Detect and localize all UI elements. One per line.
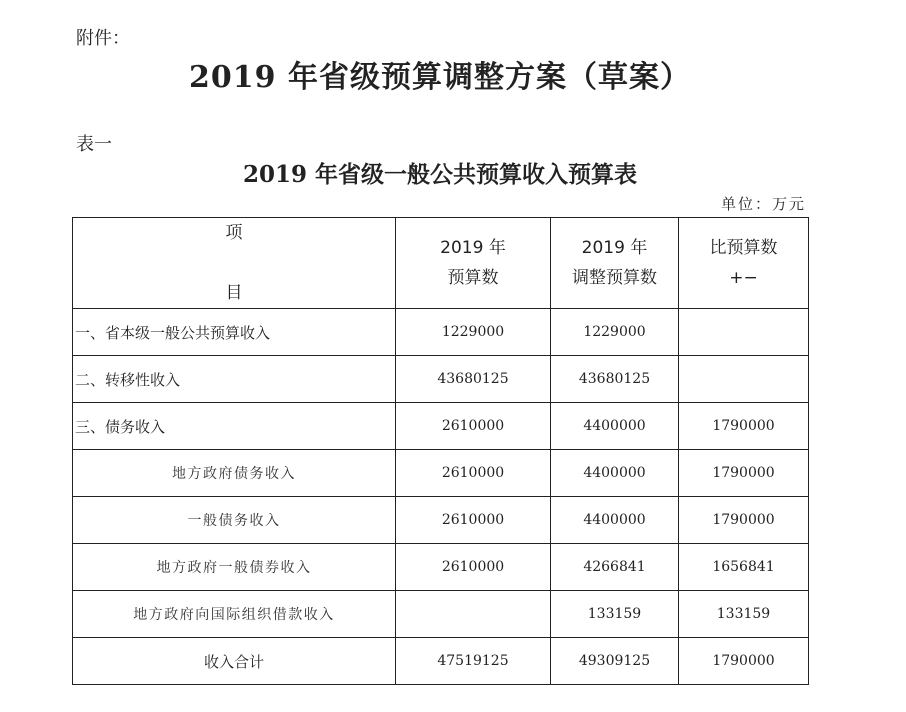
table-title: 2019 年省级一般公共预算收入预算表 (242, 161, 638, 188)
row-name: 一般债务收入 (73, 497, 396, 544)
table-row (73, 497, 809, 544)
row-adjusted: 4400000 (551, 497, 679, 544)
header-diff-sign: +− (729, 268, 758, 288)
table-row (73, 591, 809, 638)
total-adjusted: 49309125 (551, 638, 679, 685)
row-budget: 43680125 (396, 356, 551, 403)
table-row (73, 356, 809, 403)
row-diff: 1656841 (679, 544, 809, 591)
total-label: 收入合计 (73, 638, 396, 685)
header-item-left: 项 (225, 223, 243, 243)
header-adjusted (551, 218, 679, 309)
row-diff: 1790000 (679, 497, 809, 544)
row-diff: 133159 (679, 591, 809, 638)
row-budget: 1229000 (396, 309, 551, 356)
row-name: 地方政府债务收入 (73, 450, 396, 497)
row-diff: 1790000 (679, 403, 809, 450)
row-budget: 2610000 (396, 403, 551, 450)
table-row (73, 309, 809, 356)
row-adjusted: 43680125 (551, 356, 679, 403)
row-adjusted: 1229000 (551, 309, 679, 356)
row-adjusted: 4400000 (551, 403, 679, 450)
header-adjusted-label: 调整预算数 (572, 268, 657, 288)
header-budget-label: 预算数 (447, 268, 499, 288)
header-item-right: 目 (225, 283, 243, 303)
row-budget (396, 591, 551, 638)
row-diff (679, 356, 809, 403)
header-diff-label: 比预算数 (709, 238, 778, 258)
row-budget: 2610000 (396, 544, 551, 591)
row-name: 二、转移性收入 (73, 356, 396, 403)
row-name: 地方政府向国际组织借款收入 (73, 591, 396, 638)
header-diff (679, 218, 809, 309)
table-row (73, 403, 809, 450)
header-budget (396, 218, 551, 309)
total-budget: 47519125 (396, 638, 551, 685)
table-header-row (73, 218, 809, 309)
header-budget-year: 2019 年 (440, 238, 506, 258)
unit-label: 单位：万元 (720, 195, 806, 213)
table-row (73, 544, 809, 591)
row-budget: 2610000 (396, 497, 551, 544)
row-name: 三、债务收入 (73, 403, 396, 450)
row-diff: 1790000 (679, 450, 809, 497)
header-adjusted-year: 2019 年 (581, 238, 648, 258)
total-diff: 1790000 (679, 638, 809, 685)
row-name: 一、省本级一般公共预算收入 (73, 309, 396, 356)
budget-table (72, 217, 809, 685)
table-total-row (73, 638, 809, 685)
table-number: 表一 (76, 134, 112, 155)
row-adjusted: 4400000 (551, 450, 679, 497)
header-item (73, 218, 396, 309)
row-budget: 2610000 (396, 450, 551, 497)
row-adjusted: 4266841 (551, 544, 679, 591)
row-adjusted: 133159 (551, 591, 679, 638)
row-diff (679, 309, 809, 356)
attachment-label: 附件： (76, 28, 130, 49)
page-title: 2019 年省级预算调整方案（草案） (189, 60, 691, 95)
table-row (73, 450, 809, 497)
row-name: 地方政府一般债券收入 (73, 544, 396, 591)
